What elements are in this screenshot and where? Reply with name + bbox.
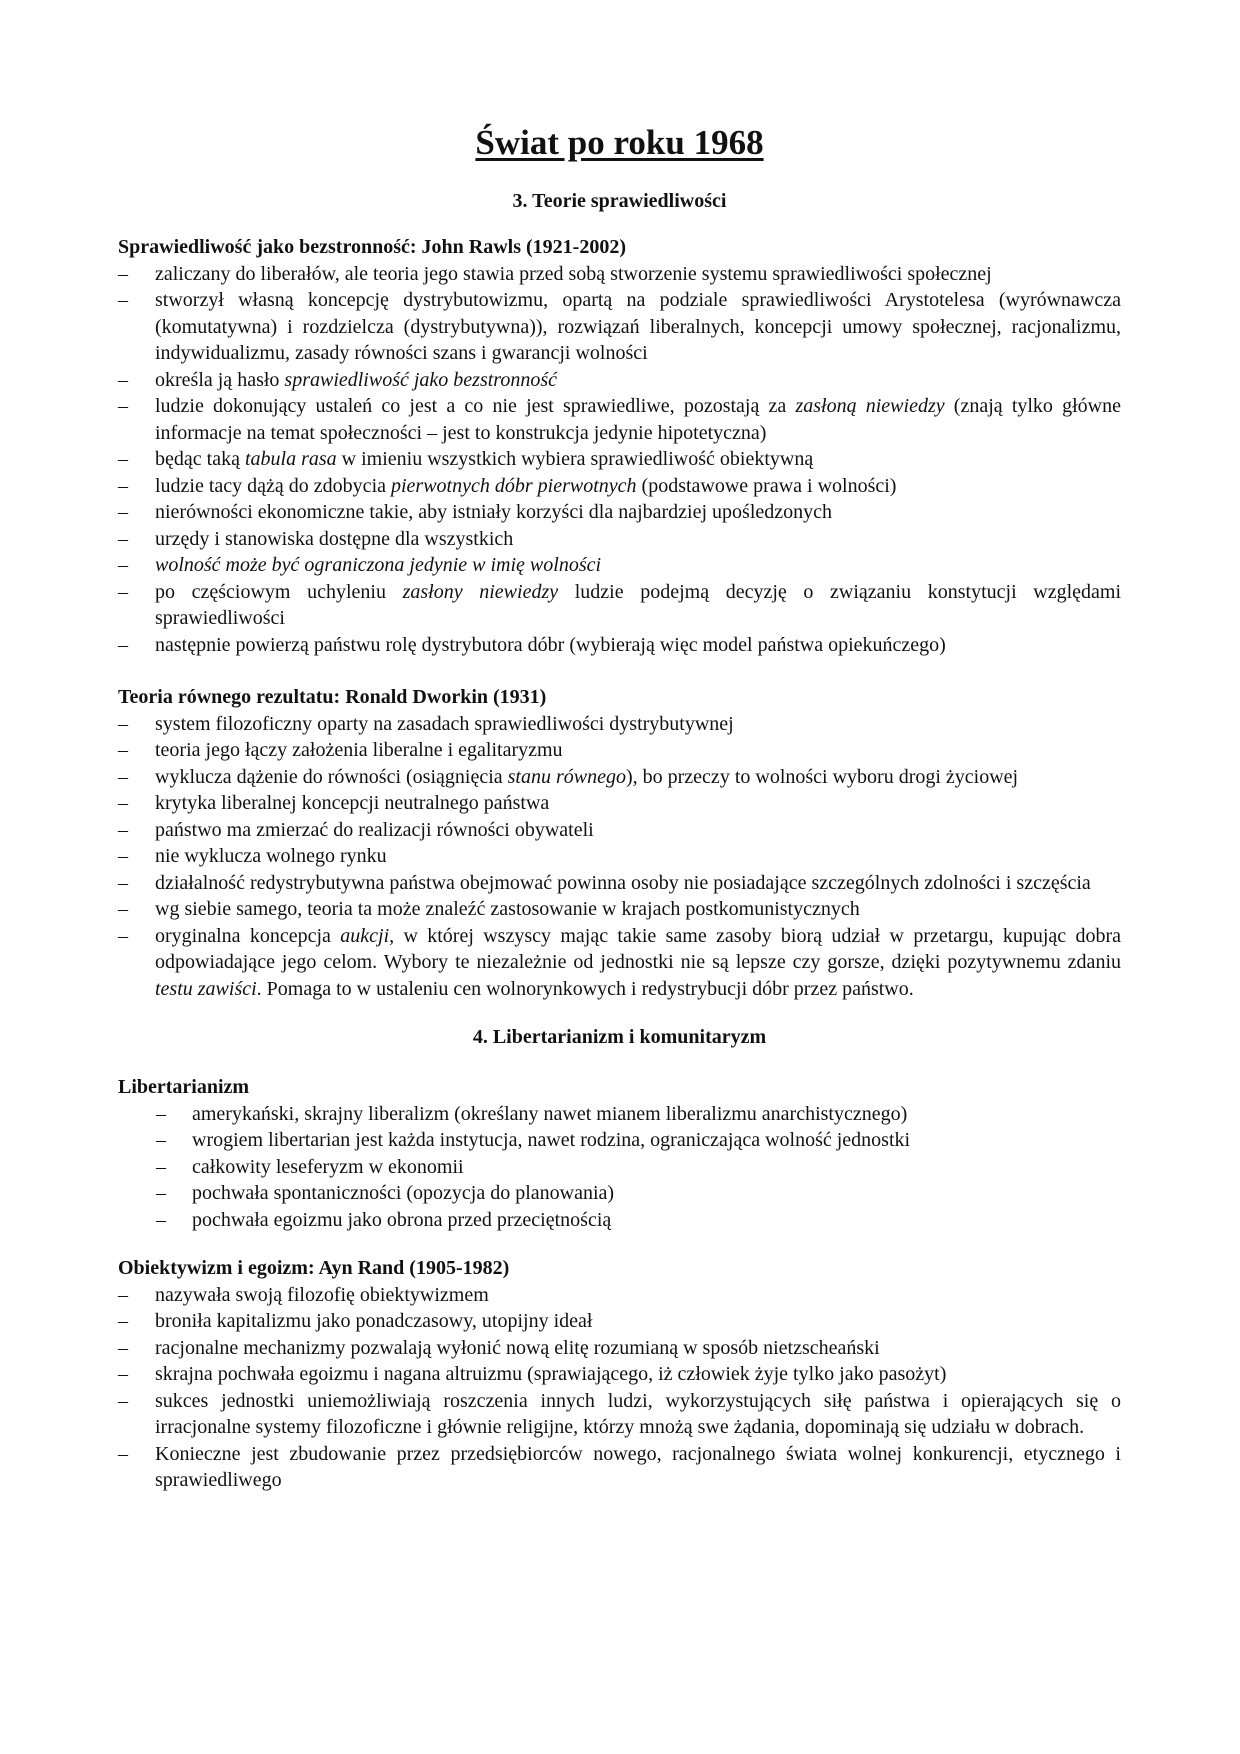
italic-text: zasłony niewiedzy bbox=[402, 580, 559, 603]
list-item bbox=[118, 579, 1121, 632]
list-item bbox=[118, 1154, 1121, 1181]
text-run: krytyka liberalnej koncepcji neutralnego państwa bbox=[155, 792, 550, 814]
dash-bullet: – bbox=[118, 1283, 128, 1306]
list-item bbox=[118, 287, 1121, 367]
dash-bullet: – bbox=[118, 1363, 128, 1385]
list-item bbox=[118, 473, 1121, 500]
list-item bbox=[118, 711, 1121, 738]
list-item bbox=[118, 526, 1121, 553]
dash-bullet: – bbox=[156, 1155, 166, 1178]
italic-text: tabula rasa bbox=[244, 448, 337, 470]
dash-bullet: – bbox=[118, 580, 128, 603]
dash-bullet: – bbox=[118, 262, 128, 285]
text-run: oryginalna koncepcja bbox=[155, 924, 341, 947]
list-item bbox=[118, 1282, 1121, 1309]
list-item bbox=[118, 367, 1121, 394]
list-item bbox=[118, 1388, 1121, 1441]
italic-text: zasłoną niewiedzy bbox=[795, 395, 945, 417]
list-item bbox=[118, 737, 1121, 764]
rawls-list bbox=[118, 261, 1121, 659]
text-run: określa ją hasło bbox=[155, 368, 285, 391]
dash-bullet: – bbox=[118, 924, 128, 947]
italic-text: testu zawiści bbox=[155, 977, 257, 1000]
dash-bullet: – bbox=[118, 1389, 128, 1412]
rawls-heading: Sprawiedliwość jako bezstronność: John Rawls (1921-2002) bbox=[118, 236, 626, 258]
text-run: nie wyklucza wolnego rynku bbox=[155, 845, 387, 867]
dash-bullet: – bbox=[118, 871, 128, 894]
text-run: ludzie dokonujący ustaleń co jest a co nie jest sprawiedliwe, pozostają za bbox=[155, 395, 796, 417]
list-item bbox=[118, 446, 1121, 473]
list-item bbox=[118, 923, 1121, 1003]
text-run: skrajna pochwała egoizmu i nagana altruizmu (sprawiającego, iż człowiek żyje tylko jako pasożyt) bbox=[155, 1363, 947, 1385]
text-run: racjonalne mechanizmy pozwalają wyłonić nową elitę rozumianą w sposób nietzscheański bbox=[155, 1336, 880, 1359]
text-run: Konieczne jest zbudowanie przez przedsiębiorców nowego, racjonalnego świata wolnej konkurencji, etycznego i sprawiedliwego bbox=[155, 1442, 1121, 1491]
libertarianizm-heading: Libertarianizm bbox=[118, 1076, 250, 1098]
dash-bullet: – bbox=[118, 368, 128, 391]
text-run: całkowity leseferyzm w ekonomii bbox=[192, 1155, 464, 1178]
section-4-heading: 4. Libertarianizm i komunitaryzm bbox=[472, 1026, 767, 1048]
list-item bbox=[118, 764, 1121, 791]
list-item bbox=[118, 499, 1121, 526]
dworkin-list bbox=[118, 711, 1121, 1003]
list-item bbox=[118, 1335, 1121, 1362]
list-item bbox=[118, 870, 1121, 897]
text-run: broniła kapitalizmu jako ponadczasowy, utopijny ideał bbox=[155, 1310, 593, 1332]
list-item bbox=[118, 817, 1121, 844]
list-item bbox=[118, 632, 1121, 659]
dash-bullet: – bbox=[118, 448, 128, 470]
text-run: ludzie tacy dążą do zdobycia bbox=[155, 474, 391, 497]
rand-list bbox=[118, 1282, 1121, 1494]
list-item bbox=[118, 552, 1121, 579]
text-run: , w której wszyscy mając takie same zasoby biorą udział w przetargu, kupując dobra odpowiadające jego celom. Wybory te niezależnie od jednostki nie są lepsze czy gorsze, dzięki pozytywnemu zdaniu bbox=[155, 924, 1121, 973]
document-title: Świat po roku 1968 bbox=[475, 123, 764, 162]
text-run: wg siebie samego, teoria ta może znaleźć zastosowanie w krajach postkomunistycznych bbox=[155, 898, 860, 920]
text-run: nierówności ekonomiczne takie, aby istniały korzyści dla najbardziej upośledzonych bbox=[155, 501, 833, 523]
dash-bullet: – bbox=[118, 818, 128, 841]
dash-bullet: – bbox=[156, 1102, 166, 1125]
dash-bullet: – bbox=[156, 1182, 166, 1204]
text-run: sukces jednostki uniemożliwiają roszczenia innych ludzi, wykorzystujących siłę państwa i opierających się o irracjonalne systemy filozoficzne i głównie religijne, którzy mnożą swe żądania, dopominają się udziału w dobrach. bbox=[155, 1389, 1121, 1438]
dash-bullet: – bbox=[156, 1208, 166, 1231]
italic-text: sprawiedliwość jako bezstronność bbox=[284, 368, 557, 391]
dash-bullet: – bbox=[118, 289, 128, 311]
list-item bbox=[118, 1441, 1121, 1494]
dash-bullet: – bbox=[118, 395, 128, 417]
dash-bullet: – bbox=[118, 792, 128, 814]
text-run: wyklucza dążenie do równości (osiągnięcia bbox=[155, 765, 508, 788]
text-run: po częściowym uchyleniu bbox=[155, 580, 403, 603]
list-item bbox=[118, 1180, 1121, 1207]
italic-text: stanu równego bbox=[507, 765, 626, 788]
text-run: będąc taką bbox=[155, 448, 245, 470]
text-run: . Pomaga to w ustaleniu cen wolnorynkowych i redystrybucji dóbr przez państwo. bbox=[256, 977, 914, 1000]
text-run: (znają tylko główne informacje na temat społeczności – jest to konstrukcja jedynie hipotetyczna) bbox=[155, 395, 1121, 444]
dash-bullet: – bbox=[118, 1310, 128, 1332]
list-item bbox=[118, 843, 1121, 870]
text-run: wrogiem libertarian jest każda instytucja, nawet rodzina, ograniczająca wolność jednostki bbox=[192, 1129, 911, 1151]
document-content bbox=[118, 122, 1121, 1494]
italic-text: aukcji bbox=[340, 924, 390, 947]
text-run: (podstawowe prawa i wolności) bbox=[636, 474, 897, 497]
libertarianizm-list bbox=[118, 1101, 1121, 1234]
text-run: państwo ma zmierzać do realizacji równości obywateli bbox=[155, 818, 594, 841]
rand-heading: Obiektywizm i egoizm: Ayn Rand (1905-1982) bbox=[118, 1257, 510, 1279]
dash-bullet: – bbox=[118, 1442, 128, 1465]
dash-bullet: – bbox=[118, 765, 128, 788]
text-run: zaliczany do liberałów, ale teoria jego stawia przed sobą stworzenie systemu sprawiedliwości społecznej bbox=[155, 262, 992, 285]
list-item bbox=[118, 896, 1121, 923]
dash-bullet: – bbox=[118, 845, 128, 867]
italic-text: wolność może być ograniczona jedynie w imię wolności bbox=[155, 554, 602, 576]
section-3-heading: 3. Teorie sprawiedliwości bbox=[512, 190, 727, 212]
list-item bbox=[118, 393, 1121, 446]
text-run: ), bo przeczy to wolności wyboru drogi życiowej bbox=[625, 765, 1019, 788]
list-item bbox=[118, 1101, 1121, 1128]
dash-bullet: – bbox=[156, 1129, 166, 1151]
text-run: w imieniu wszystkich wybiera sprawiedliwość obiektywną bbox=[336, 448, 814, 470]
list-item bbox=[118, 790, 1121, 817]
text-run: następnie powierzą państwu rolę dystrybutora dóbr (wybierają więc model państwa opiekuńczego) bbox=[155, 633, 946, 656]
text-run: działalność redystrybutywna państwa obejmować powinna osoby nie posiadające szczególnych zdolności i szczęścia bbox=[155, 871, 1091, 894]
text-run: ludzie podejmą decyzję o związaniu konstytucji względami sprawiedliwości bbox=[155, 580, 1121, 629]
list-item bbox=[118, 1127, 1121, 1154]
text-run: pochwała spontaniczności (opozycja do planowania) bbox=[192, 1182, 615, 1204]
list-item bbox=[118, 1361, 1121, 1388]
dash-bullet: – bbox=[118, 501, 128, 523]
italic-text: pierwotnych dóbr pierwotnych bbox=[391, 474, 637, 497]
text-run: nazywała swoją filozofię obiektywizmem bbox=[155, 1283, 489, 1306]
dash-bullet: – bbox=[118, 633, 128, 656]
dash-bullet: – bbox=[118, 712, 128, 735]
text-run: pochwała egoizmu jako obrona przed przeciętnością bbox=[192, 1208, 612, 1231]
dworkin-heading: Teoria równego rezultatu: Ronald Dworkin (1931) bbox=[118, 686, 547, 708]
text-run: urzędy i stanowiska dostępne dla wszystkich bbox=[155, 527, 514, 550]
dash-bullet: – bbox=[118, 474, 128, 497]
list-item bbox=[118, 1207, 1121, 1234]
dash-bullet: – bbox=[118, 527, 128, 550]
dash-bullet: – bbox=[118, 554, 128, 576]
text-run: system filozoficzny oparty na zasadach sprawiedliwości dystrybutywnej bbox=[155, 712, 734, 735]
text-run: stworzył własną koncepcję dystrybutowizmu, opartą na podziale sprawiedliwości Arystotelesa (wyrównawcza (komutatywna) i rozdzielcza (dystrybutywna)), rozwiązań liberalnych, koncepcji umowy społecznej, racjonalizmu, indywidualizmu, zasady równości szans i gwarancji wolności bbox=[155, 289, 1121, 364]
dash-bullet: – bbox=[118, 739, 128, 761]
text-run: teoria jego łączy założenia liberalne i egalitaryzmu bbox=[155, 739, 563, 761]
list-item bbox=[118, 261, 1121, 288]
list-item bbox=[118, 1308, 1121, 1335]
dash-bullet: – bbox=[118, 898, 128, 920]
dash-bullet: – bbox=[118, 1336, 128, 1359]
text-run: amerykański, skrajny liberalizm (określany nawet mianem liberalizmu anarchistycznego) bbox=[192, 1102, 908, 1125]
